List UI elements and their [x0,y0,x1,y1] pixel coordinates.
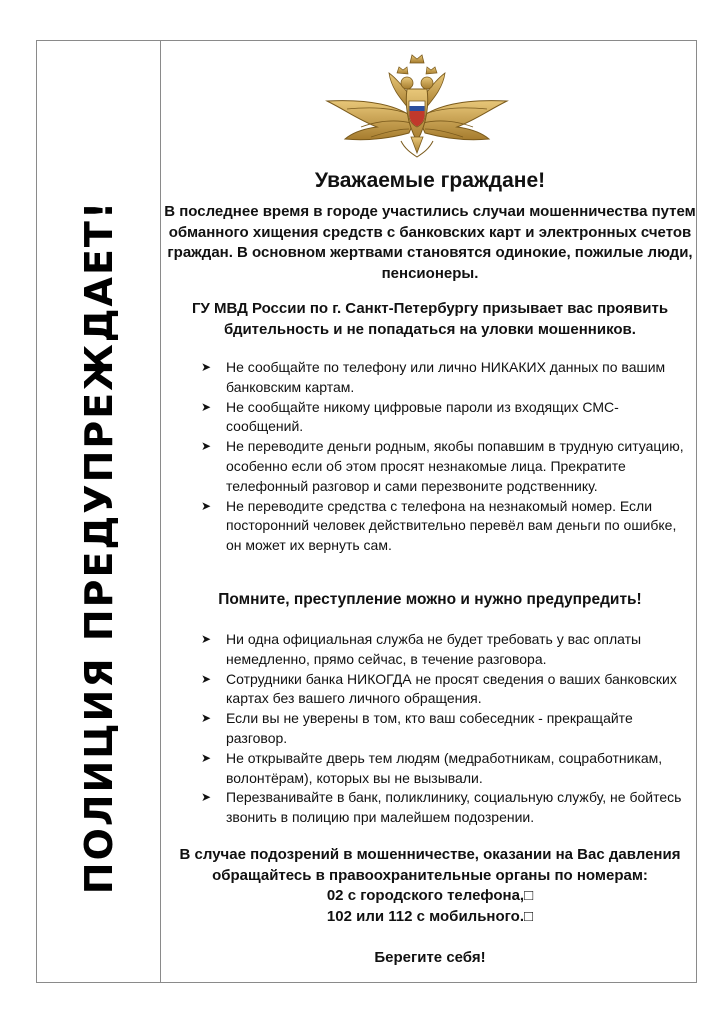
list-item: ➤ Не переводите средства с телефона на незнакомый номер. Если посторонний человек действительно перевёл вам деньги по ошибке, он может их вернуть сам. [201,497,677,554]
arrow-bullet-icon: ➤ [201,439,212,454]
arrow-bullet-icon: ➤ [201,790,212,805]
arrow-bullet-icon: ➤ [201,632,212,646]
advice-list-2 [162,630,698,828]
list-item: ➤ Перезванивайте в банк, поликлинику, социальную службу, не бойтесь звонить в полицию при малейшем подозрении. [201,789,682,826]
list-item: ➤ Не сообщайте никому цифровые пароли из входящих СМС-сообщений. [201,398,619,435]
poster-content [162,41,696,982]
appeal-paragraph: ГУ МВД России по г. Санкт-Петербургу призывает вас проявить бдительность и не попадаться на уловки мошенников. [191,300,669,338]
arrow-bullet-icon: ➤ [201,750,212,765]
arrow-bullet-icon: ➤ [201,711,212,726]
list-item: ➤ Ни одна официальная служба не будет требовать у вас оплаты немедленно, прямо сейчас, в течение разговора. [201,631,642,667]
arrow-bullet-icon: ➤ [201,399,212,414]
list-item: ➤ Не открывайте дверь тем людям (медработникам, соцработникам, волонтёрам), которых вы не вызывали. [201,749,663,786]
list-item: ➤ Не сообщайте по телефону или лично НИКАКИХ данных по вашим банковским картам. [201,359,666,395]
list-item: ➤ Если вы не уверены в том, кто ваш собеседник - прекращайте разговор. [201,710,633,746]
poster-frame [36,40,697,983]
advice-list-1 [162,358,698,556]
remember-heading: Помните, преступление можно и нужно предупредить! [218,591,642,608]
arrow-bullet-icon: ➤ [201,360,212,374]
side-title: ПОЛИЦИЯ ПРЕДУПРЕЖДАЕТ! [77,199,121,895]
intro-paragraph: В последнее время в городе участились случаи мошенничества путем обманного хищения средств с банковских карт и электронных счетов граждан. В основном жертвами становятся одинокие, пожилые люди, пенсионеры. [164,203,696,282]
arrow-bullet-icon: ➤ [201,498,212,513]
closing-text: Берегите себя! [374,949,486,966]
city-phone: 02 с городского телефона,□ [326,887,534,904]
arrow-bullet-icon: ➤ [201,671,212,686]
mobile-phone: 102 или 112 с мобильного.□ [326,907,534,925]
greeting-title: Уважаемые граждане! [314,169,546,192]
contact-block [162,845,698,927]
police-emblem-icon [317,49,517,174]
list-item: ➤ Не переводите деньги родным, якобы попавшим в трудную ситуацию, особенно если об этом просят незнакомые лица. Прекратите телефонный разговор и сами перезвоните родственнику. [201,438,684,494]
side-panel [37,41,161,982]
contact-text: В случае подозрений в мошенничестве, оказании на Вас давления обращайтесь в правоохранительные органы по номерам: [179,846,681,884]
list-item: ➤ Сотрудники банка НИКОГДА не просят сведения о ваших банковских картах без вашего личного обращения. [201,670,677,707]
